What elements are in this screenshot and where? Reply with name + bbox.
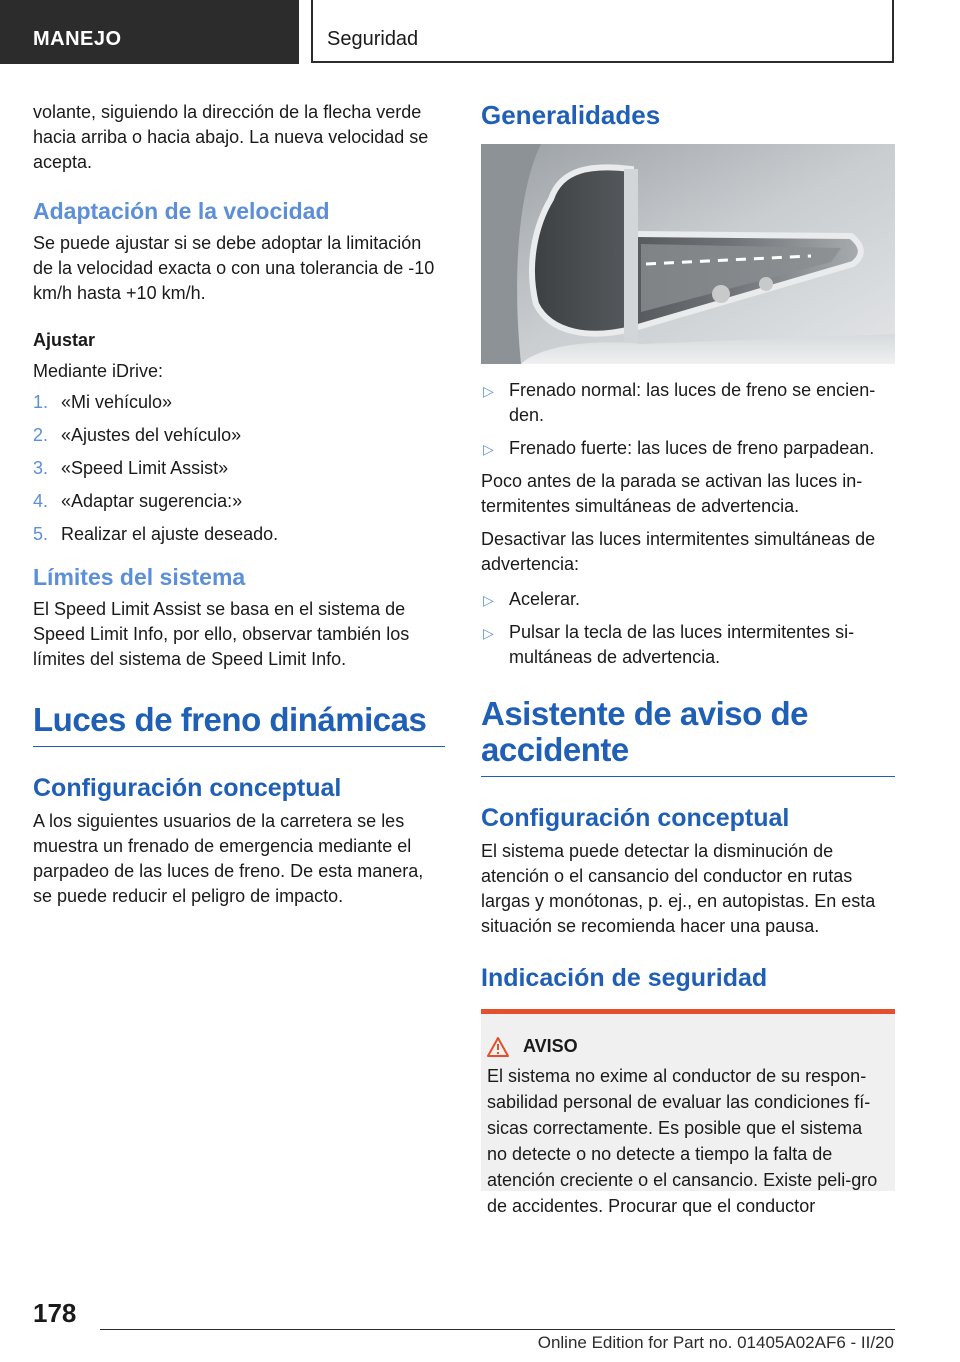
step-number: 3. (33, 458, 49, 478)
warning-label: AVISO (523, 1036, 578, 1056)
config-heading-left: Configuración conceptual (33, 774, 342, 802)
list-item (33, 522, 445, 547)
config-paragraph-left: A los siguientes usuarios de la carretera se les muestra un frenado de emergencia mediante el parpadeo de las luces de freno. De esta manera, se puede reducir el peligro de impacto. (33, 811, 424, 906)
config-heading-right: Configuración conceptual (481, 804, 790, 832)
accident-assistant-title: Asistente de aviso de accidente (481, 696, 895, 777)
list-item (33, 390, 445, 415)
bullet-text: Pulsar la tecla de las luces intermitentes si-multáneas de advertencia. (509, 622, 855, 667)
hazard-paragraph: Poco antes de la parada se activan las luces in-termitentes simultáneas de advertencia. (481, 471, 863, 516)
step-text: «Mi vehículo» (61, 392, 173, 412)
triangle-bullet-icon: ▷ (483, 625, 494, 641)
list-item (481, 587, 895, 612)
triangle-bullet-icon: ▷ (483, 592, 494, 608)
bullet-text: Acelerar. (509, 589, 581, 609)
limits-paragraph: El Speed Limit Assist se basa en el sistema de Speed Limit Info, por ello, observar también los límites del sistema de Speed Limit Info. (33, 599, 410, 669)
ajustar-heading: Ajustar (33, 330, 96, 350)
limits-heading: Límites del sistema (33, 564, 246, 590)
warning-text: El sistema no exime al conductor de su respon-sabilidad personal de evaluar las condiciones fí-sicas correctamente. Es posible que el sistema no detecte o no detecte a tiempo la falta de atención creciente o el cansancio. Existe peli-gro de accidentes. Procurar que el conductor (487, 1066, 878, 1216)
list-item (33, 423, 445, 448)
safety-heading: Indicación de seguridad (481, 964, 768, 992)
edition-label: Online Edition for Part no. 01405A02AF6 - II/20 (537, 1333, 894, 1352)
intro-paragraph: volante, siguiendo la dirección de la flecha verde hacia arriba o hacia abajo. La nueva velocidad se acepta. (33, 102, 429, 172)
step-text: «Speed Limit Assist» (61, 458, 229, 478)
left-column (33, 100, 445, 909)
section-tab (0, 0, 299, 64)
chapter-label: Seguridad (327, 28, 419, 50)
list-item (481, 436, 895, 461)
step-number: 2. (33, 425, 49, 445)
warning-triangle-icon (487, 1037, 509, 1057)
brake-bullets (481, 378, 895, 461)
lamp-bulb (712, 285, 730, 303)
step-text: Realizar el ajuste deseado. (61, 524, 279, 544)
tail-light-photo (481, 144, 895, 364)
page-number: 178 (33, 1298, 77, 1328)
bullet-text: Frenado normal: las luces de freno se encien-den. (509, 380, 876, 425)
step-number: 4. (33, 491, 49, 511)
triangle-bullet-icon: ▷ (483, 441, 494, 457)
step-text: «Adaptar sugerencia:» (61, 491, 243, 511)
step-text: «Ajustes del vehículo» (61, 425, 242, 445)
speed-adapt-heading: Adaptación de la velocidad (33, 198, 330, 224)
list-item (33, 489, 445, 514)
lamp-bulb (759, 277, 773, 291)
list-item (33, 456, 445, 481)
idrive-paragraph: Mediante iDrive: (33, 361, 164, 381)
warning-box (481, 1009, 895, 1216)
config-paragraph-right: El sistema puede detectar la disminución de atención o el cansancio del conductor en rutas largas y monótonas, p. ej., en autopistas. En esta situación se recomienda hacer una pausa. (481, 841, 876, 936)
brake-lights-title: Luces de freno dinámicas (33, 702, 445, 747)
footer-divider (100, 1329, 895, 1330)
chapter-tab (311, 0, 894, 63)
general-heading: Generalidades (481, 100, 661, 130)
step-number: 1. (33, 392, 49, 412)
steps-list (33, 390, 445, 547)
right-column (481, 100, 895, 1216)
list-item (481, 378, 895, 428)
triangle-bullet-icon: ▷ (483, 383, 494, 399)
warning-title-row (487, 1036, 887, 1057)
bullet-text: Frenado fuerte: las luces de freno parpadean. (509, 438, 875, 458)
section-label: MANEJO (33, 28, 122, 50)
deactivate-bullets (481, 587, 895, 670)
speed-adapt-paragraph: Se puede ajustar si se debe adoptar la limitación de la velocidad exacta o con una tolerancia de -10 km/h hasta +10 km/h. (33, 233, 435, 303)
step-number: 5. (33, 524, 49, 544)
list-item (481, 620, 895, 670)
deactivate-paragraph: Desactivar las luces intermitentes simultáneas de advertencia: (481, 529, 876, 574)
